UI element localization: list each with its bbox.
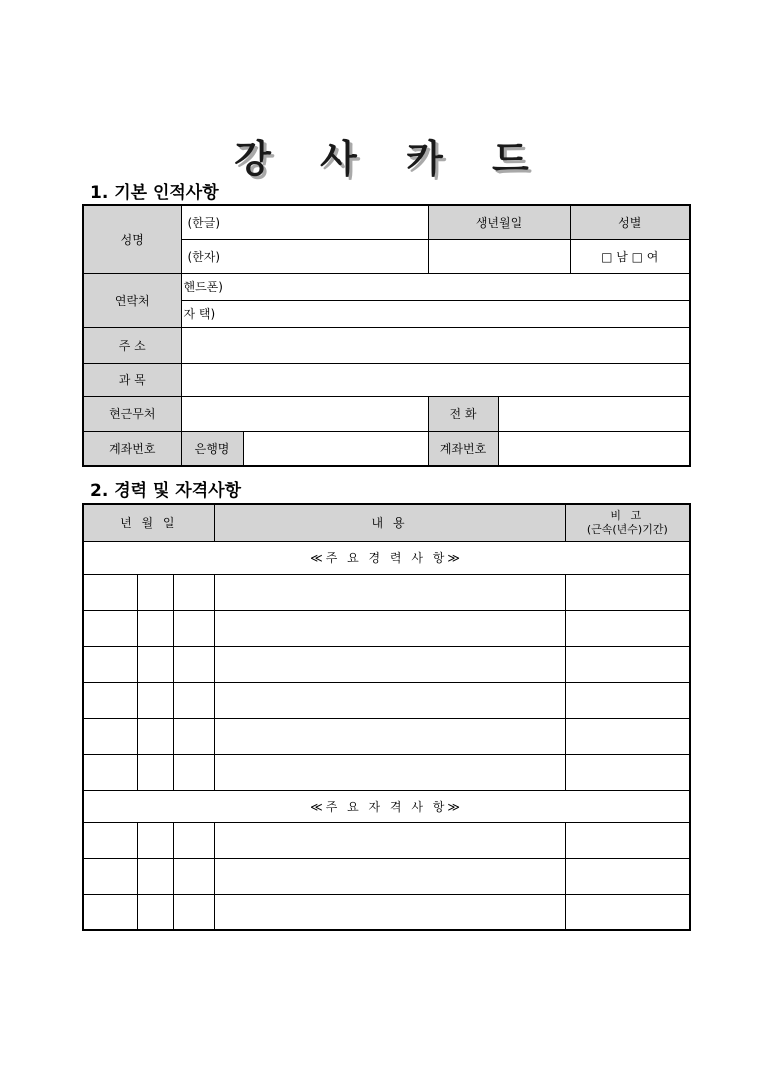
hangul-name-field[interactable]: (한글) <box>181 205 428 239</box>
date-header: 년 월 일 <box>83 504 214 541</box>
remarks-cell[interactable] <box>565 894 690 930</box>
subject-field[interactable] <box>181 363 690 396</box>
month-cell[interactable] <box>137 858 173 894</box>
phone-field[interactable] <box>498 396 690 431</box>
day-cell[interactable] <box>173 646 214 682</box>
workplace-label: 현근무처 <box>83 396 181 431</box>
month-cell[interactable] <box>137 718 173 754</box>
hanja-name-field[interactable]: (한자) <box>181 239 428 273</box>
remarks-cell[interactable] <box>565 682 690 718</box>
remarks-cell[interactable] <box>565 646 690 682</box>
basic-info-table <box>82 204 691 467</box>
table-row <box>83 646 690 682</box>
remarks-cell[interactable] <box>565 858 690 894</box>
remarks-title: 비 고 <box>610 508 645 522</box>
content-cell[interactable] <box>214 894 565 930</box>
month-cell[interactable] <box>137 682 173 718</box>
day-cell[interactable] <box>173 822 214 858</box>
remarks-cell[interactable] <box>565 754 690 790</box>
subject-label: 과 목 <box>83 363 181 396</box>
month-cell[interactable] <box>137 646 173 682</box>
account-number-field[interactable] <box>498 431 690 466</box>
table-row <box>83 682 690 718</box>
month-cell[interactable] <box>137 574 173 610</box>
account-number-label: 계좌번호 <box>428 431 498 466</box>
qualification-band: ≪주 요 자 격 사 항≫ <box>83 790 690 822</box>
remarks-cell[interactable] <box>565 574 690 610</box>
phone-label: 전 화 <box>428 396 498 431</box>
month-cell[interactable] <box>137 754 173 790</box>
gender-options[interactable]: □ 남 □ 여 <box>570 239 690 273</box>
section2-heading: 2. 경력 및 자격사항 <box>90 481 241 501</box>
career-band: ≪주 요 경 력 사 항≫ <box>83 541 690 574</box>
year-cell[interactable] <box>83 858 137 894</box>
year-cell[interactable] <box>83 610 137 646</box>
table-row <box>83 718 690 754</box>
content-cell[interactable] <box>214 574 565 610</box>
account-label: 계좌번호 <box>83 431 181 466</box>
year-cell[interactable] <box>83 754 137 790</box>
month-cell[interactable] <box>137 822 173 858</box>
table-row <box>83 822 690 858</box>
day-cell[interactable] <box>173 754 214 790</box>
year-cell[interactable] <box>83 646 137 682</box>
day-cell[interactable] <box>173 682 214 718</box>
year-cell[interactable] <box>83 822 137 858</box>
remarks-cell[interactable] <box>565 718 690 754</box>
gender-label: 성별 <box>570 205 690 239</box>
month-cell[interactable] <box>137 610 173 646</box>
contact-label: 연락처 <box>83 273 181 327</box>
remarks-cell[interactable] <box>565 822 690 858</box>
day-cell[interactable] <box>173 894 214 930</box>
content-cell[interactable] <box>214 646 565 682</box>
year-cell[interactable] <box>83 718 137 754</box>
name-label: 성명 <box>83 205 181 273</box>
address-label: 주 소 <box>83 327 181 363</box>
table-row <box>83 858 690 894</box>
birth-field[interactable] <box>428 239 570 273</box>
content-cell[interactable] <box>214 718 565 754</box>
year-cell[interactable] <box>83 894 137 930</box>
mobile-field[interactable]: 핸드폰) <box>181 273 690 300</box>
remarks-subtitle: (근속(년수)기간) <box>586 522 668 536</box>
address-field[interactable] <box>181 327 690 363</box>
day-cell[interactable] <box>173 858 214 894</box>
table-row <box>83 754 690 790</box>
remarks-cell[interactable] <box>565 610 690 646</box>
month-cell[interactable] <box>137 894 173 930</box>
home-phone-field[interactable]: 자 택) <box>181 300 690 327</box>
page-title: 강 사 카 드 <box>234 137 547 181</box>
bank-label: 은행명 <box>181 431 243 466</box>
workplace-field[interactable] <box>181 396 428 431</box>
table-row <box>83 894 690 930</box>
content-cell[interactable] <box>214 682 565 718</box>
birth-label: 생년월일 <box>428 205 570 239</box>
table-row <box>83 610 690 646</box>
content-header: 내 용 <box>214 504 565 541</box>
content-cell[interactable] <box>214 754 565 790</box>
day-cell[interactable] <box>173 574 214 610</box>
year-cell[interactable] <box>83 682 137 718</box>
table-row <box>83 574 690 610</box>
content-cell[interactable] <box>214 610 565 646</box>
day-cell[interactable] <box>173 610 214 646</box>
career-table <box>82 503 691 931</box>
day-cell[interactable] <box>173 718 214 754</box>
content-cell[interactable] <box>214 858 565 894</box>
remarks-header <box>565 504 690 541</box>
section1-heading: 1. 기본 인적사항 <box>90 183 219 203</box>
bank-field[interactable] <box>243 431 428 466</box>
content-cell[interactable] <box>214 822 565 858</box>
year-cell[interactable] <box>83 574 137 610</box>
